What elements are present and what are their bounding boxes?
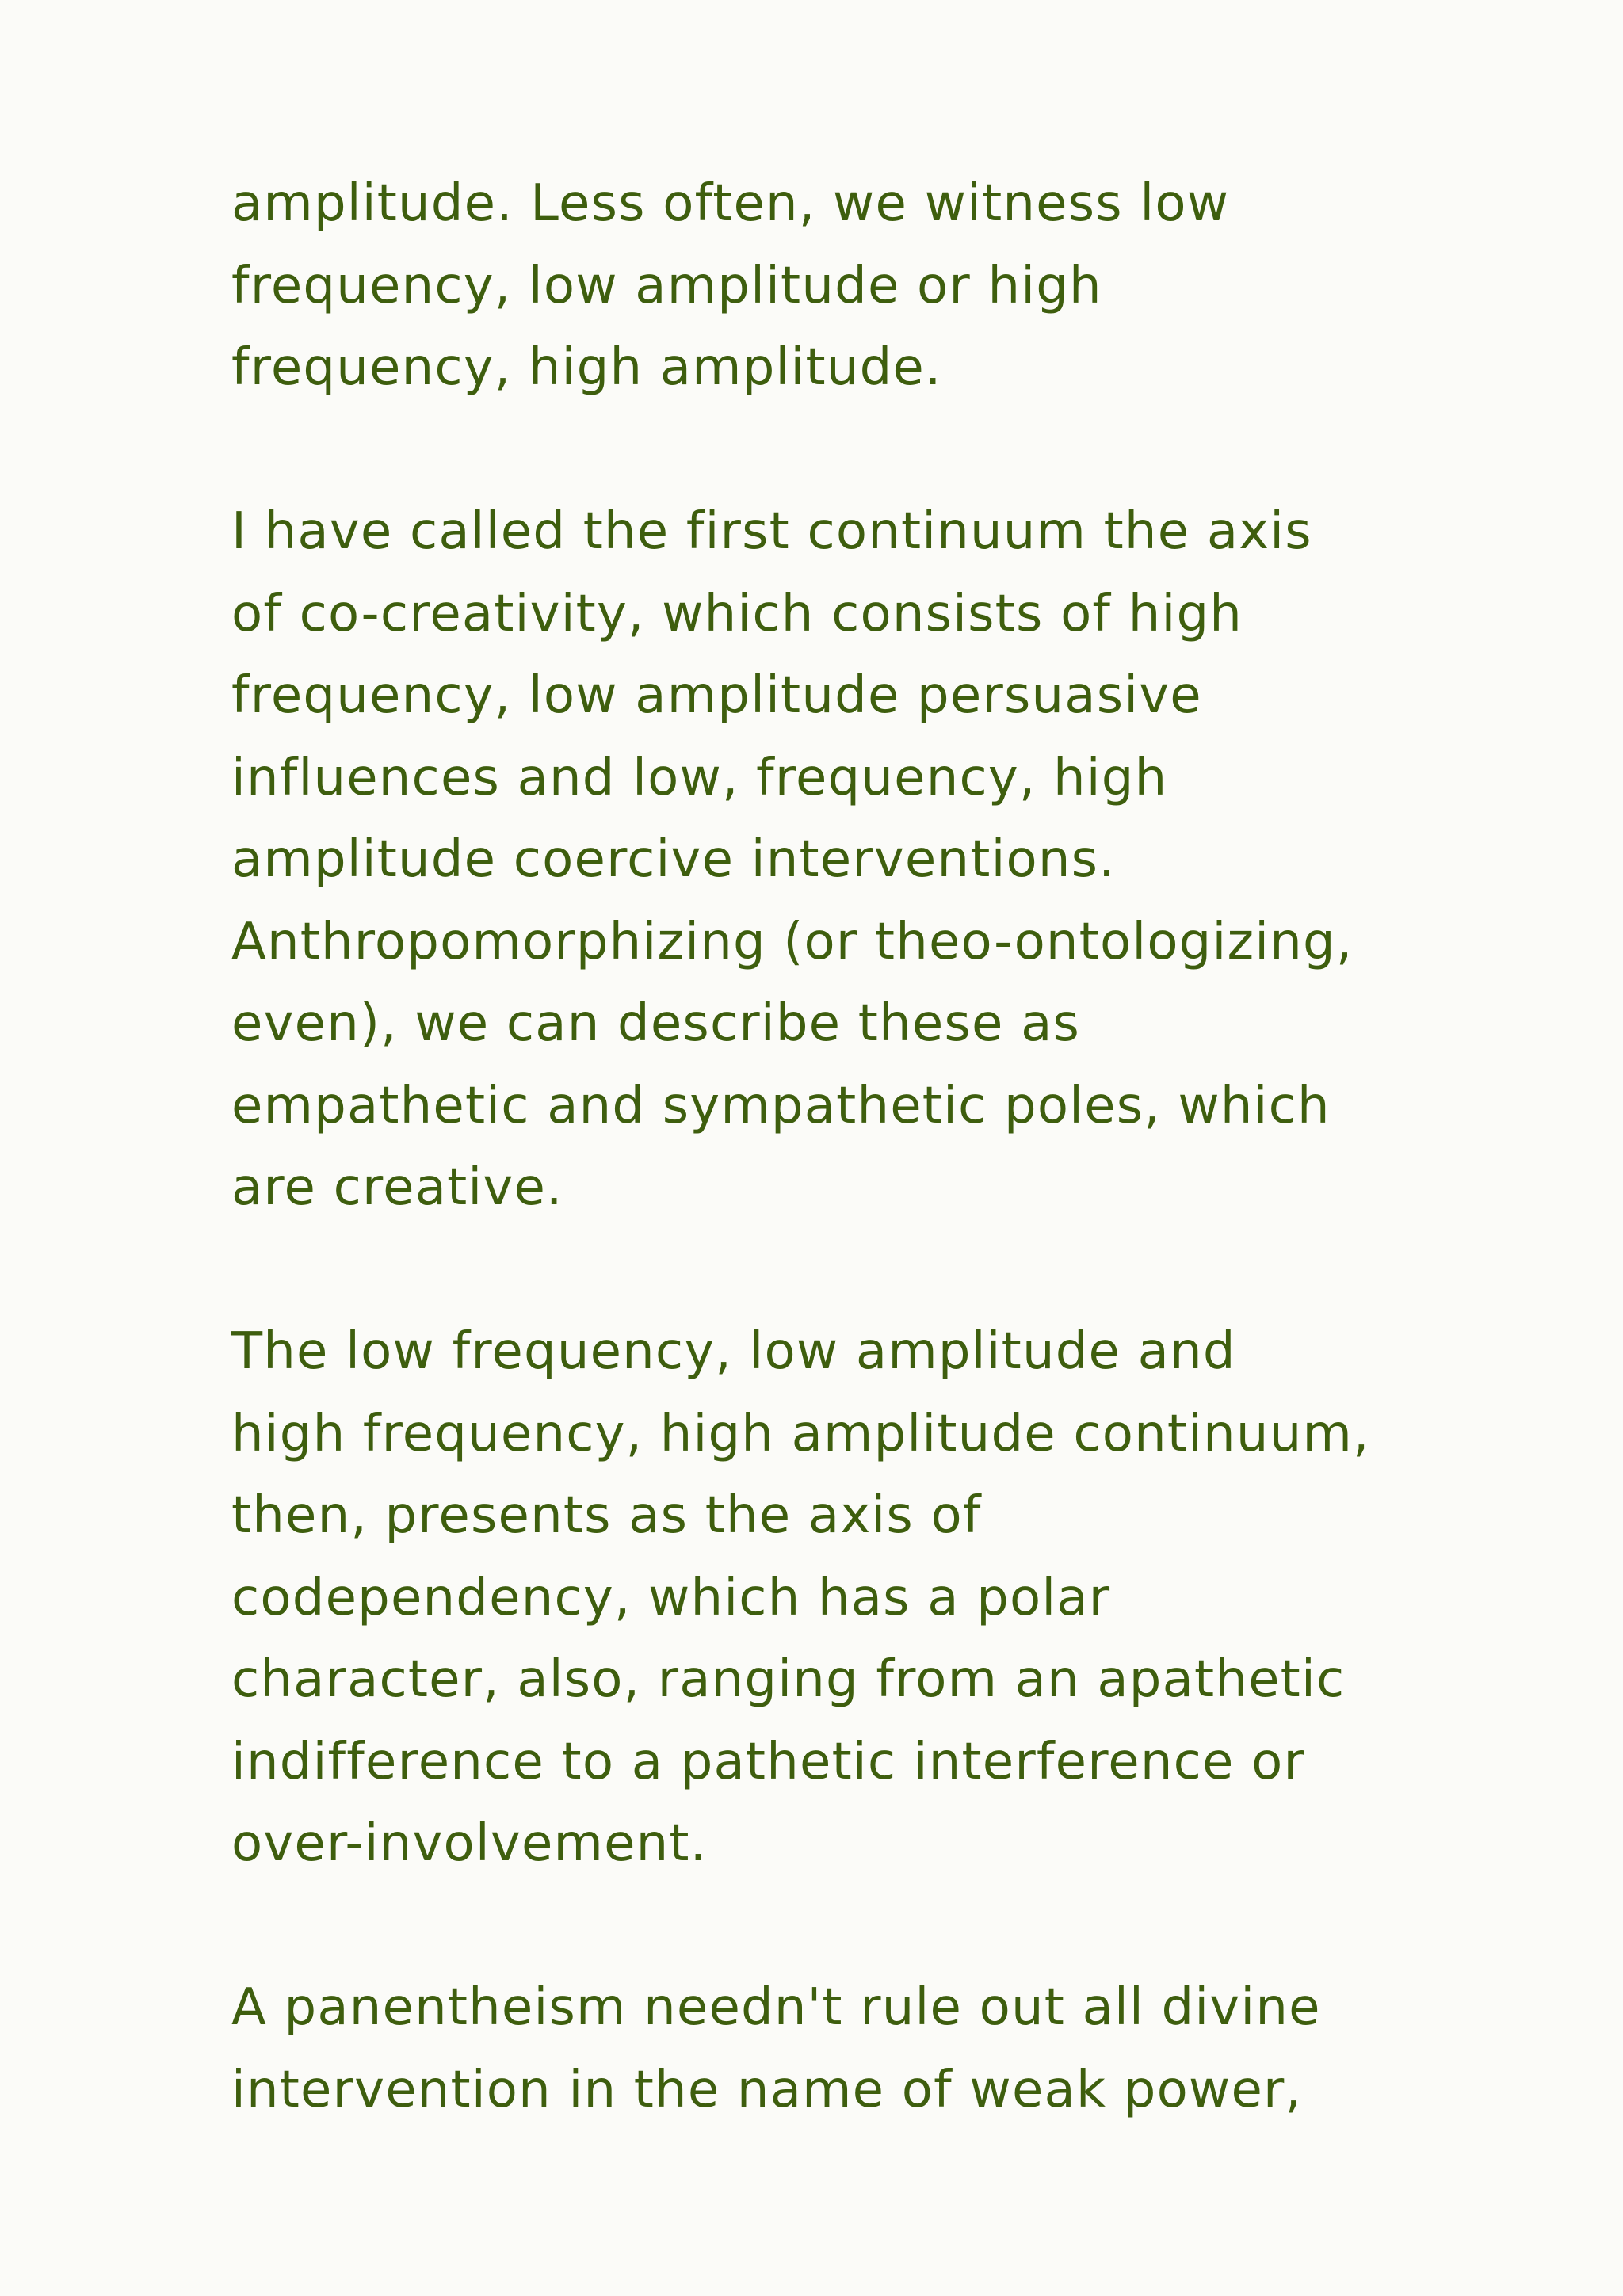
text-line: amplitude. Less often, we witness low	[231, 174, 1230, 233]
text-line: character, also, ranging from an apathetic	[231, 1650, 1346, 1709]
text-line: frequency, low amplitude persuasive	[231, 666, 1202, 725]
text-line: even), we can describe these as	[231, 994, 1081, 1053]
text-line: then, presents as the axis of	[231, 1486, 982, 1545]
text-line: high frequency, high amplitude continuum,	[231, 1404, 1370, 1463]
text-line: A panentheism needn't rule out all divine	[231, 1978, 1321, 2037]
text-line: frequency, low amplitude or high	[231, 256, 1102, 315]
text-line: intervention in the name of weak power,	[231, 2060, 1303, 2119]
paragraph-2	[231, 491, 1452, 1230]
paragraph-gap	[231, 1230, 1452, 1312]
text-line: I have called the first continuum the axis	[231, 502, 1312, 561]
text-line: frequency, high amplitude.	[231, 338, 942, 397]
text-line: Anthropomorphizing (or theo-ontologizing,	[231, 912, 1354, 971]
paragraph-1	[231, 163, 1452, 410]
paragraph-gap	[231, 1886, 1452, 1968]
document-body	[231, 163, 1452, 2131]
text-line: amplitude coercive interventions.	[231, 830, 1116, 889]
text-line: codependency, which has a polar	[231, 1568, 1111, 1627]
text-line: are creative.	[231, 1158, 563, 1217]
text-line: The low frequency, low amplitude and	[231, 1322, 1236, 1381]
text-line: over-involvement.	[231, 1814, 708, 1873]
paragraph-4	[231, 1967, 1452, 2131]
text-line: influences and low, frequency, high	[231, 748, 1168, 807]
paragraph-gap	[231, 410, 1452, 492]
text-line: empathetic and sympathetic poles, which	[231, 1076, 1331, 1135]
text-line: indifference to a pathetic interference or	[231, 1732, 1306, 1791]
paragraph-3	[231, 1311, 1452, 1886]
text-line: of co-creativity, which consists of high	[231, 584, 1243, 643]
